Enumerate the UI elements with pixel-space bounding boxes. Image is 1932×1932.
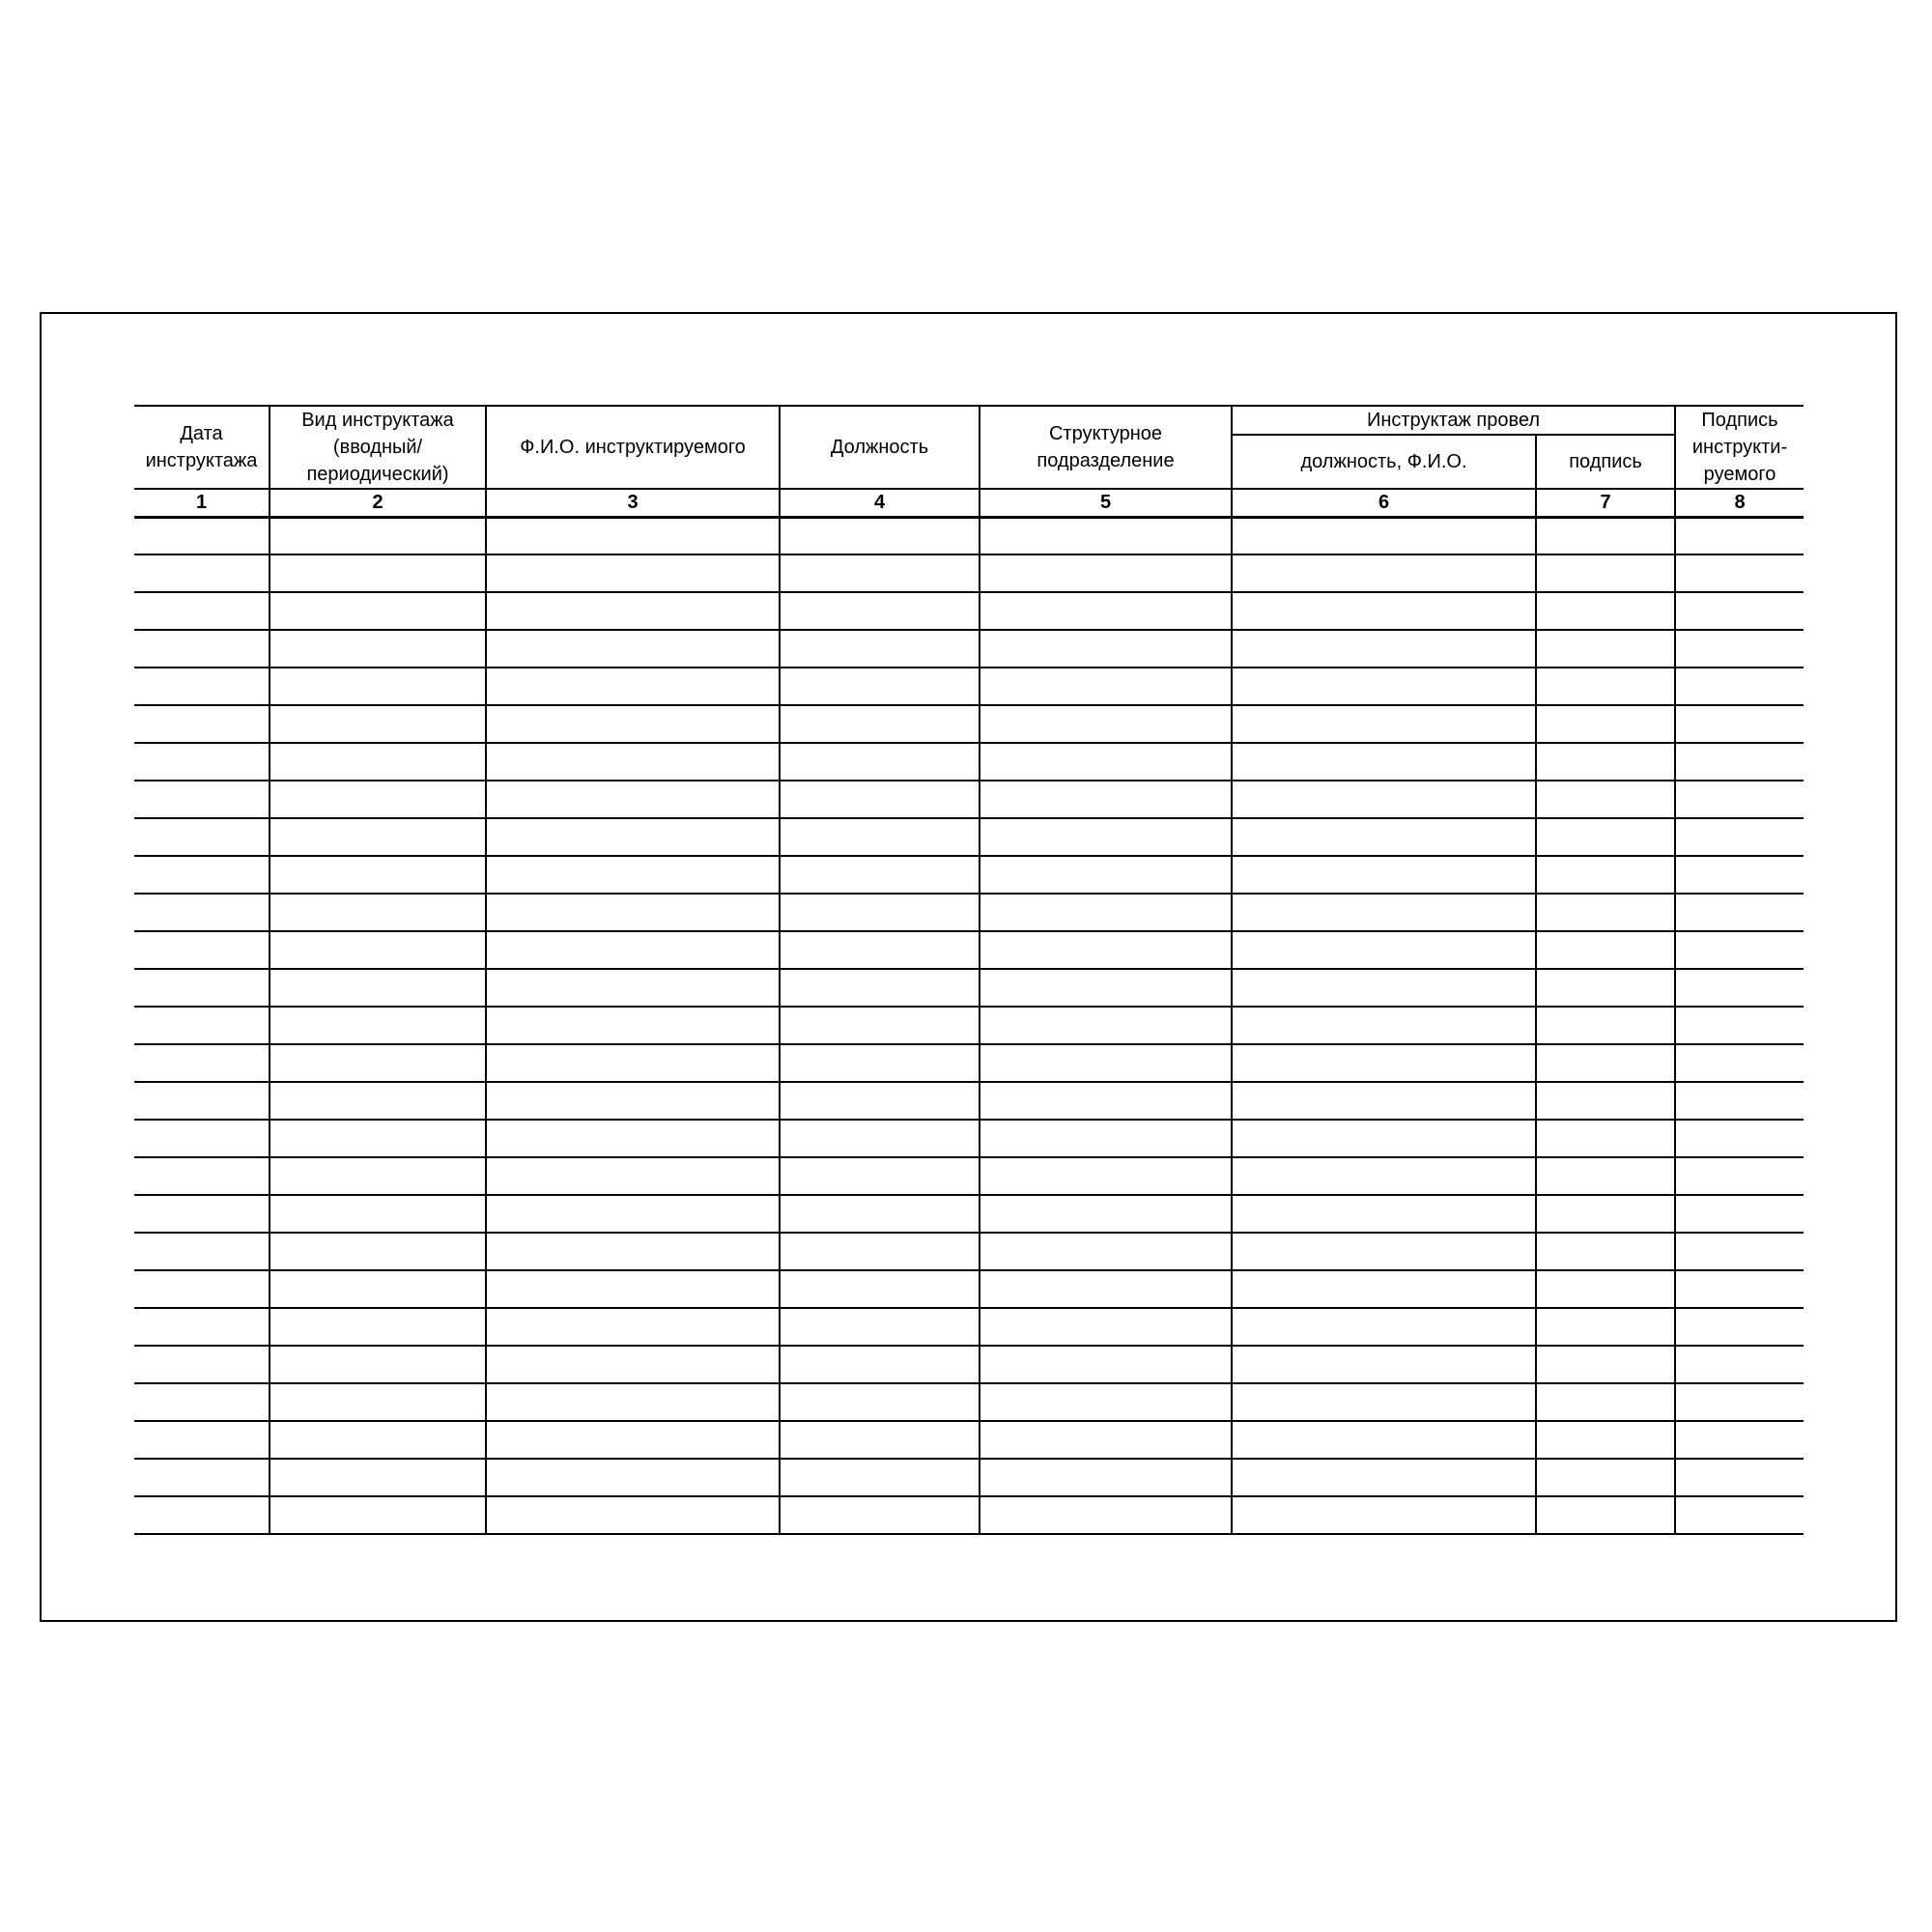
table-cell bbox=[134, 705, 270, 743]
table-row bbox=[134, 818, 1804, 856]
table-cell bbox=[1536, 1157, 1675, 1195]
table-row bbox=[134, 1082, 1804, 1120]
header-position: Должность bbox=[780, 406, 980, 489]
column-number: 1 bbox=[134, 489, 270, 517]
table-cell bbox=[1675, 969, 1804, 1007]
table-cell bbox=[780, 592, 980, 630]
table-row bbox=[134, 743, 1804, 781]
table-cell bbox=[780, 1233, 980, 1270]
table-cell bbox=[1536, 554, 1675, 592]
table-cell bbox=[270, 630, 486, 668]
table-cell bbox=[1675, 1383, 1804, 1421]
table-cell bbox=[270, 1270, 486, 1308]
table-cell bbox=[486, 1195, 780, 1233]
table-cell bbox=[980, 969, 1232, 1007]
table-cell bbox=[1232, 1383, 1536, 1421]
table-cell bbox=[134, 1044, 270, 1082]
table-cell bbox=[134, 856, 270, 894]
table-cell bbox=[980, 818, 1232, 856]
table-cell bbox=[980, 1459, 1232, 1496]
table-cell bbox=[1232, 705, 1536, 743]
table-cell bbox=[486, 1007, 780, 1044]
table-cell bbox=[134, 1120, 270, 1157]
table-cell bbox=[1232, 1233, 1536, 1270]
table-cell bbox=[270, 592, 486, 630]
table-cell bbox=[486, 554, 780, 592]
table-cell bbox=[1675, 1233, 1804, 1270]
table-cell bbox=[486, 781, 780, 818]
table-cell bbox=[780, 1383, 980, 1421]
table-cell bbox=[780, 1270, 980, 1308]
table-cell bbox=[270, 1007, 486, 1044]
table-cell bbox=[1536, 1120, 1675, 1157]
table-cell bbox=[270, 517, 486, 554]
table-row bbox=[134, 1044, 1804, 1082]
table-cell bbox=[1232, 781, 1536, 818]
table-cell bbox=[980, 1082, 1232, 1120]
table-cell bbox=[270, 1157, 486, 1195]
table-cell bbox=[1675, 705, 1804, 743]
table-cell bbox=[1232, 931, 1536, 969]
table-cell bbox=[134, 1383, 270, 1421]
table-cell bbox=[486, 1308, 780, 1346]
table-cell bbox=[1232, 554, 1536, 592]
table-cell bbox=[1232, 818, 1536, 856]
table-cell bbox=[1675, 1270, 1804, 1308]
table-cell bbox=[134, 1459, 270, 1496]
table-row bbox=[134, 1421, 1804, 1459]
column-number: 4 bbox=[780, 489, 980, 517]
table-cell bbox=[486, 1157, 780, 1195]
header-trainee-signature: Подпись инструкти-руемого bbox=[1675, 406, 1804, 489]
table-cell bbox=[780, 630, 980, 668]
table-row bbox=[134, 1157, 1804, 1195]
table-cell bbox=[1675, 781, 1804, 818]
table-cell bbox=[1536, 592, 1675, 630]
table-cell bbox=[780, 894, 980, 931]
table-row bbox=[134, 1383, 1804, 1421]
table-cell bbox=[980, 1496, 1232, 1534]
table-cell bbox=[270, 1308, 486, 1346]
table-cell bbox=[486, 856, 780, 894]
header-trainee-name: Ф.И.О. инструктируемого bbox=[486, 406, 780, 489]
table-cell bbox=[980, 743, 1232, 781]
table-cell bbox=[134, 1421, 270, 1459]
table-cell bbox=[1232, 1007, 1536, 1044]
table-cell bbox=[1536, 630, 1675, 668]
table-cell bbox=[134, 931, 270, 969]
table-cell bbox=[270, 1346, 486, 1383]
table-cell bbox=[486, 894, 780, 931]
table-cell bbox=[1675, 894, 1804, 931]
table-cell bbox=[1675, 743, 1804, 781]
table-row bbox=[134, 1007, 1804, 1044]
table-cell bbox=[780, 517, 980, 554]
table-cell bbox=[1536, 743, 1675, 781]
table-cell bbox=[270, 931, 486, 969]
table-cell bbox=[1232, 1308, 1536, 1346]
column-number: 7 bbox=[1536, 489, 1675, 517]
table-cell bbox=[486, 1496, 780, 1534]
table-row bbox=[134, 668, 1804, 705]
table-cell bbox=[270, 818, 486, 856]
instruction-journal-table bbox=[134, 405, 1804, 1535]
table-cell bbox=[270, 781, 486, 818]
table-cell bbox=[1232, 1195, 1536, 1233]
table-cell bbox=[780, 1346, 980, 1383]
table-cell bbox=[134, 592, 270, 630]
table-cell bbox=[980, 894, 1232, 931]
table-cell bbox=[486, 705, 780, 743]
table-cell bbox=[1536, 1308, 1675, 1346]
table-cell bbox=[980, 1346, 1232, 1383]
table-cell bbox=[1536, 1082, 1675, 1120]
header-date: Дата инструктажа bbox=[134, 406, 270, 489]
table-cell bbox=[486, 668, 780, 705]
table-cell bbox=[1536, 1195, 1675, 1233]
table-cell bbox=[1675, 1308, 1804, 1346]
header-instruction-type: Вид инструктажа (вводный/ периодический) bbox=[270, 406, 486, 489]
table-cell bbox=[1536, 1270, 1675, 1308]
header-department: Структурное подразделение bbox=[980, 406, 1232, 489]
table-cell bbox=[1536, 1421, 1675, 1459]
table-cell bbox=[1675, 818, 1804, 856]
table-row bbox=[134, 931, 1804, 969]
table-cell bbox=[1536, 668, 1675, 705]
table-cell bbox=[486, 1270, 780, 1308]
table-cell bbox=[134, 1496, 270, 1534]
table-cell bbox=[1232, 1044, 1536, 1082]
table-cell bbox=[780, 1195, 980, 1233]
table-cell bbox=[486, 1082, 780, 1120]
column-number-row bbox=[134, 489, 1804, 517]
table-cell bbox=[1232, 1120, 1536, 1157]
table-cell bbox=[270, 1459, 486, 1496]
table-cell bbox=[1536, 517, 1675, 554]
table-cell bbox=[780, 668, 980, 705]
table-cell bbox=[270, 1233, 486, 1270]
table-cell bbox=[1536, 894, 1675, 931]
table-cell bbox=[134, 1346, 270, 1383]
table-row bbox=[134, 554, 1804, 592]
table-cell bbox=[270, 1082, 486, 1120]
table-cell bbox=[134, 1007, 270, 1044]
table-cell bbox=[1232, 743, 1536, 781]
table-cell bbox=[780, 1120, 980, 1157]
table-cell bbox=[1232, 1421, 1536, 1459]
table-cell bbox=[1675, 592, 1804, 630]
table-cell bbox=[1536, 969, 1675, 1007]
table-row bbox=[134, 1270, 1804, 1308]
table-cell bbox=[486, 1044, 780, 1082]
table-cell bbox=[270, 1421, 486, 1459]
table-cell bbox=[980, 705, 1232, 743]
table-cell bbox=[486, 1120, 780, 1157]
table-cell bbox=[134, 894, 270, 931]
table-cell bbox=[1232, 1346, 1536, 1383]
table-cell bbox=[1232, 630, 1536, 668]
table-cell bbox=[1536, 818, 1675, 856]
table-row bbox=[134, 969, 1804, 1007]
table-cell bbox=[134, 743, 270, 781]
table-cell bbox=[1232, 517, 1536, 554]
table-cell bbox=[780, 1308, 980, 1346]
table-cell bbox=[486, 1421, 780, 1459]
table-cell bbox=[980, 1195, 1232, 1233]
header-conducted-by: Инструктаж провел bbox=[1232, 406, 1675, 435]
table-row bbox=[134, 517, 1804, 554]
table-cell bbox=[1232, 1459, 1536, 1496]
column-number: 2 bbox=[270, 489, 486, 517]
column-number: 6 bbox=[1232, 489, 1536, 517]
table-cell bbox=[980, 1421, 1232, 1459]
table-cell bbox=[134, 1233, 270, 1270]
table-cell bbox=[780, 969, 980, 1007]
table-cell bbox=[780, 1007, 980, 1044]
table-cell bbox=[486, 1346, 780, 1383]
column-number: 5 bbox=[980, 489, 1232, 517]
table-row bbox=[134, 1195, 1804, 1233]
table-cell bbox=[780, 743, 980, 781]
table-cell bbox=[134, 1195, 270, 1233]
table-row bbox=[134, 1308, 1804, 1346]
table-cell bbox=[980, 931, 1232, 969]
table-cell bbox=[270, 1195, 486, 1233]
table-cell bbox=[486, 743, 780, 781]
table-cell bbox=[486, 818, 780, 856]
table-cell bbox=[270, 856, 486, 894]
table-cell bbox=[1536, 1233, 1675, 1270]
table-cell bbox=[980, 1157, 1232, 1195]
table-cell bbox=[486, 931, 780, 969]
table-row bbox=[134, 1346, 1804, 1383]
table-row bbox=[134, 894, 1804, 931]
header-conducted-by-position-name: должность, Ф.И.О. bbox=[1232, 435, 1536, 489]
table-cell bbox=[1232, 668, 1536, 705]
table-cell bbox=[270, 743, 486, 781]
column-number: 8 bbox=[1675, 489, 1804, 517]
table-cell bbox=[134, 1308, 270, 1346]
table-cell bbox=[270, 1383, 486, 1421]
table-cell bbox=[1232, 856, 1536, 894]
table-cell bbox=[1536, 781, 1675, 818]
table-cell bbox=[134, 517, 270, 554]
table-cell bbox=[980, 592, 1232, 630]
table-cell bbox=[1675, 1157, 1804, 1195]
table-cell bbox=[486, 592, 780, 630]
table-cell bbox=[1232, 894, 1536, 931]
table-cell bbox=[1536, 1007, 1675, 1044]
table-cell bbox=[486, 1459, 780, 1496]
table-cell bbox=[1675, 1120, 1804, 1157]
table-cell bbox=[1232, 1082, 1536, 1120]
table-cell bbox=[780, 1496, 980, 1534]
table-row bbox=[134, 1233, 1804, 1270]
table-cell bbox=[980, 1308, 1232, 1346]
table-cell bbox=[780, 818, 980, 856]
journal-body bbox=[134, 517, 1804, 1534]
table-cell bbox=[270, 1120, 486, 1157]
table-cell bbox=[1232, 1270, 1536, 1308]
table-cell bbox=[980, 668, 1232, 705]
table-cell bbox=[1232, 1157, 1536, 1195]
table-cell bbox=[270, 705, 486, 743]
table-cell bbox=[486, 1383, 780, 1421]
table-cell bbox=[780, 856, 980, 894]
table-cell bbox=[1675, 1007, 1804, 1044]
table-cell bbox=[980, 554, 1232, 592]
table-cell bbox=[780, 1459, 980, 1496]
table-cell bbox=[980, 1007, 1232, 1044]
table-cell bbox=[134, 1157, 270, 1195]
table-cell bbox=[486, 630, 780, 668]
table-cell bbox=[134, 969, 270, 1007]
table-cell bbox=[134, 554, 270, 592]
table-cell bbox=[1675, 1459, 1804, 1496]
table-cell bbox=[1675, 668, 1804, 705]
table-cell bbox=[270, 969, 486, 1007]
table-cell bbox=[980, 781, 1232, 818]
table-cell bbox=[980, 1044, 1232, 1082]
table-cell bbox=[270, 668, 486, 705]
table-cell bbox=[780, 554, 980, 592]
table-cell bbox=[1675, 1082, 1804, 1120]
table-cell bbox=[1536, 705, 1675, 743]
table-cell bbox=[780, 705, 980, 743]
table-row bbox=[134, 781, 1804, 818]
table-cell bbox=[1675, 1496, 1804, 1534]
table-cell bbox=[1232, 592, 1536, 630]
table-cell bbox=[980, 1233, 1232, 1270]
table-cell bbox=[134, 668, 270, 705]
table-row bbox=[134, 856, 1804, 894]
table-cell bbox=[1675, 554, 1804, 592]
table-cell bbox=[1232, 1496, 1536, 1534]
table-cell bbox=[980, 1383, 1232, 1421]
table-cell bbox=[134, 818, 270, 856]
table-cell bbox=[1536, 1496, 1675, 1534]
table-cell bbox=[980, 1270, 1232, 1308]
table-cell bbox=[1675, 1421, 1804, 1459]
table-cell bbox=[780, 931, 980, 969]
table-cell bbox=[780, 1421, 980, 1459]
table-cell bbox=[1232, 969, 1536, 1007]
table-row bbox=[134, 592, 1804, 630]
table-cell bbox=[1536, 1383, 1675, 1421]
table-cell bbox=[1536, 1346, 1675, 1383]
table-row bbox=[134, 630, 1804, 668]
header-conducted-by-signature: подпись bbox=[1536, 435, 1675, 489]
table-row bbox=[134, 705, 1804, 743]
table-cell bbox=[270, 554, 486, 592]
table-cell bbox=[1675, 517, 1804, 554]
table-cell bbox=[1675, 1195, 1804, 1233]
table-cell bbox=[1536, 931, 1675, 969]
table-cell bbox=[780, 1082, 980, 1120]
table-cell bbox=[270, 894, 486, 931]
table-cell bbox=[1675, 1044, 1804, 1082]
table-cell bbox=[780, 1044, 980, 1082]
table-cell bbox=[486, 969, 780, 1007]
table-cell bbox=[134, 630, 270, 668]
table-cell bbox=[486, 517, 780, 554]
table-cell bbox=[134, 1270, 270, 1308]
table-cell bbox=[780, 781, 980, 818]
table-cell bbox=[1675, 630, 1804, 668]
table-cell bbox=[134, 781, 270, 818]
table-cell bbox=[270, 1044, 486, 1082]
table-cell bbox=[780, 1157, 980, 1195]
table-cell bbox=[486, 1233, 780, 1270]
table-cell bbox=[1536, 1044, 1675, 1082]
table-row bbox=[134, 1120, 1804, 1157]
table-row bbox=[134, 1496, 1804, 1534]
table-cell bbox=[1675, 1346, 1804, 1383]
table-cell bbox=[1675, 856, 1804, 894]
table-cell bbox=[1536, 856, 1675, 894]
table-cell bbox=[1675, 931, 1804, 969]
column-number: 3 bbox=[486, 489, 780, 517]
table-cell bbox=[270, 1496, 486, 1534]
table-cell bbox=[980, 517, 1232, 554]
table-cell bbox=[1536, 1459, 1675, 1496]
table-cell bbox=[980, 856, 1232, 894]
table-cell bbox=[980, 630, 1232, 668]
table-row bbox=[134, 1459, 1804, 1496]
table-cell bbox=[134, 1082, 270, 1120]
table-cell bbox=[980, 1120, 1232, 1157]
